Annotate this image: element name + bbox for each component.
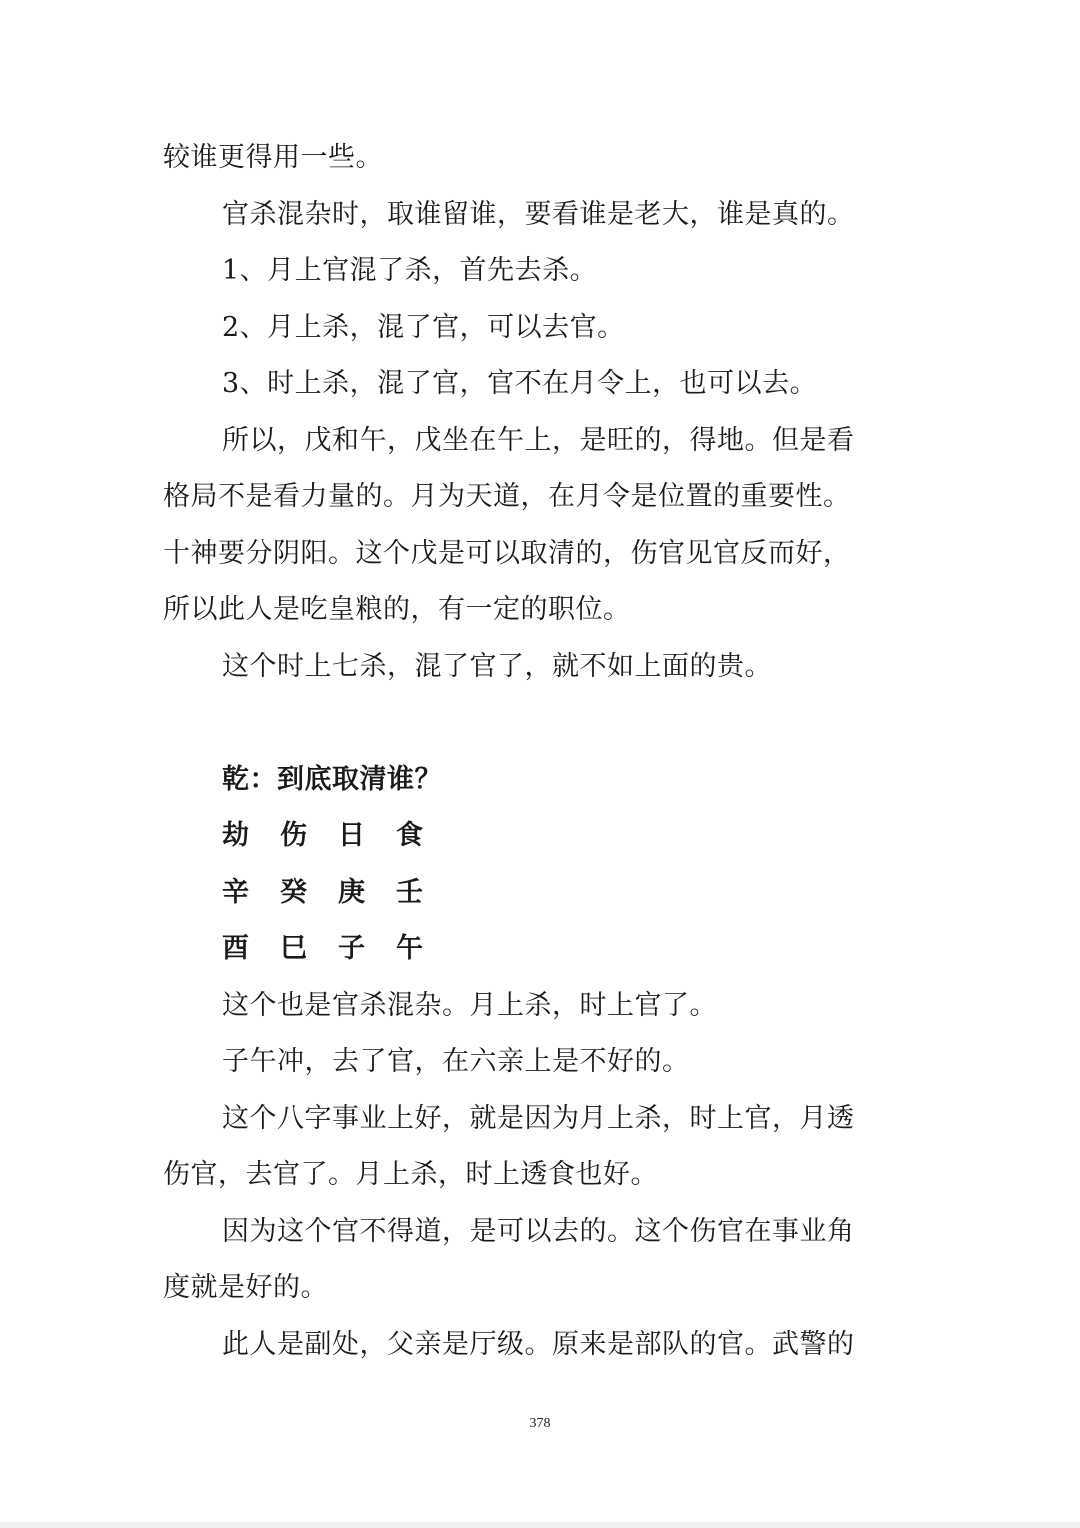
- text-line: 因为这个官不得道，是可以去的。这个伤官在事业角: [222, 1215, 855, 1247]
- page-bottom-edge: [0, 1522, 1080, 1528]
- text-line: 较谁更得用一些。: [163, 142, 383, 173]
- branch-day: 子: [338, 933, 365, 964]
- text-line: 十神要分阴阳。这个戊是可以取清的，伤官见官反而好，: [163, 537, 851, 569]
- heavenly-stems-row: [163, 865, 893, 922]
- ten-god-day: 日: [338, 820, 365, 851]
- text-line: 此人是副处，父亲是厅级。原来是部队的官。武警的: [222, 1328, 855, 1360]
- text-line: 子午冲，去了官，在六亲上是不好的。: [222, 1046, 690, 1077]
- text-line: 官杀混杂时，取谁留谁，要看谁是老大，谁是真的。: [222, 198, 855, 230]
- text-line: 这个八字事业上好，就是因为月上杀，时上官，月透: [222, 1102, 855, 1134]
- ten-god-hour: 食: [396, 820, 423, 851]
- stem-year: 辛: [222, 876, 249, 908]
- case-title: 乾：到底取清谁？: [222, 763, 442, 795]
- text-line: 3、时上杀，混了官，官不在月令上，也可以去。: [222, 368, 818, 399]
- page-body: [163, 130, 893, 1373]
- text-line: 伤官，去官了。月上杀，时上透食也好。: [163, 1159, 658, 1190]
- stem-month: 癸: [280, 876, 307, 908]
- branch-year: 酉: [222, 933, 249, 964]
- text-line: 1、月上官混了杀，首先去杀。: [222, 255, 598, 286]
- section-gap: [163, 695, 893, 752]
- text-line: 这个也是官杀混杂。月上杀，时上官了。: [222, 989, 717, 1021]
- ten-gods-row: [163, 808, 893, 865]
- text-line: 度就是好的。: [163, 1272, 328, 1303]
- ten-god-year: 劫: [222, 820, 249, 851]
- ten-god-month: 伤: [280, 820, 307, 851]
- earthly-branches-row: [163, 921, 893, 978]
- page-number: 378: [529, 1416, 551, 1431]
- text-line: 所以，戊和午，戊坐在午上，是旺的，得地。但是看: [222, 424, 855, 456]
- text-line: 格局不是看力量的。月为天道，在月令是位置的重要性。: [163, 481, 851, 512]
- stem-day: 庚: [338, 876, 365, 908]
- stem-hour: 壬: [396, 876, 423, 908]
- branch-hour: 午: [396, 933, 423, 964]
- text-line: 2、月上杀，混了官，可以去官。: [222, 311, 625, 343]
- branch-month: 巳: [280, 933, 307, 964]
- text-line: 所以此人是吃皇粮的，有一定的职位。: [163, 594, 631, 625]
- text-line: 这个时上七杀，混了官了，就不如上面的贵。: [222, 650, 772, 682]
